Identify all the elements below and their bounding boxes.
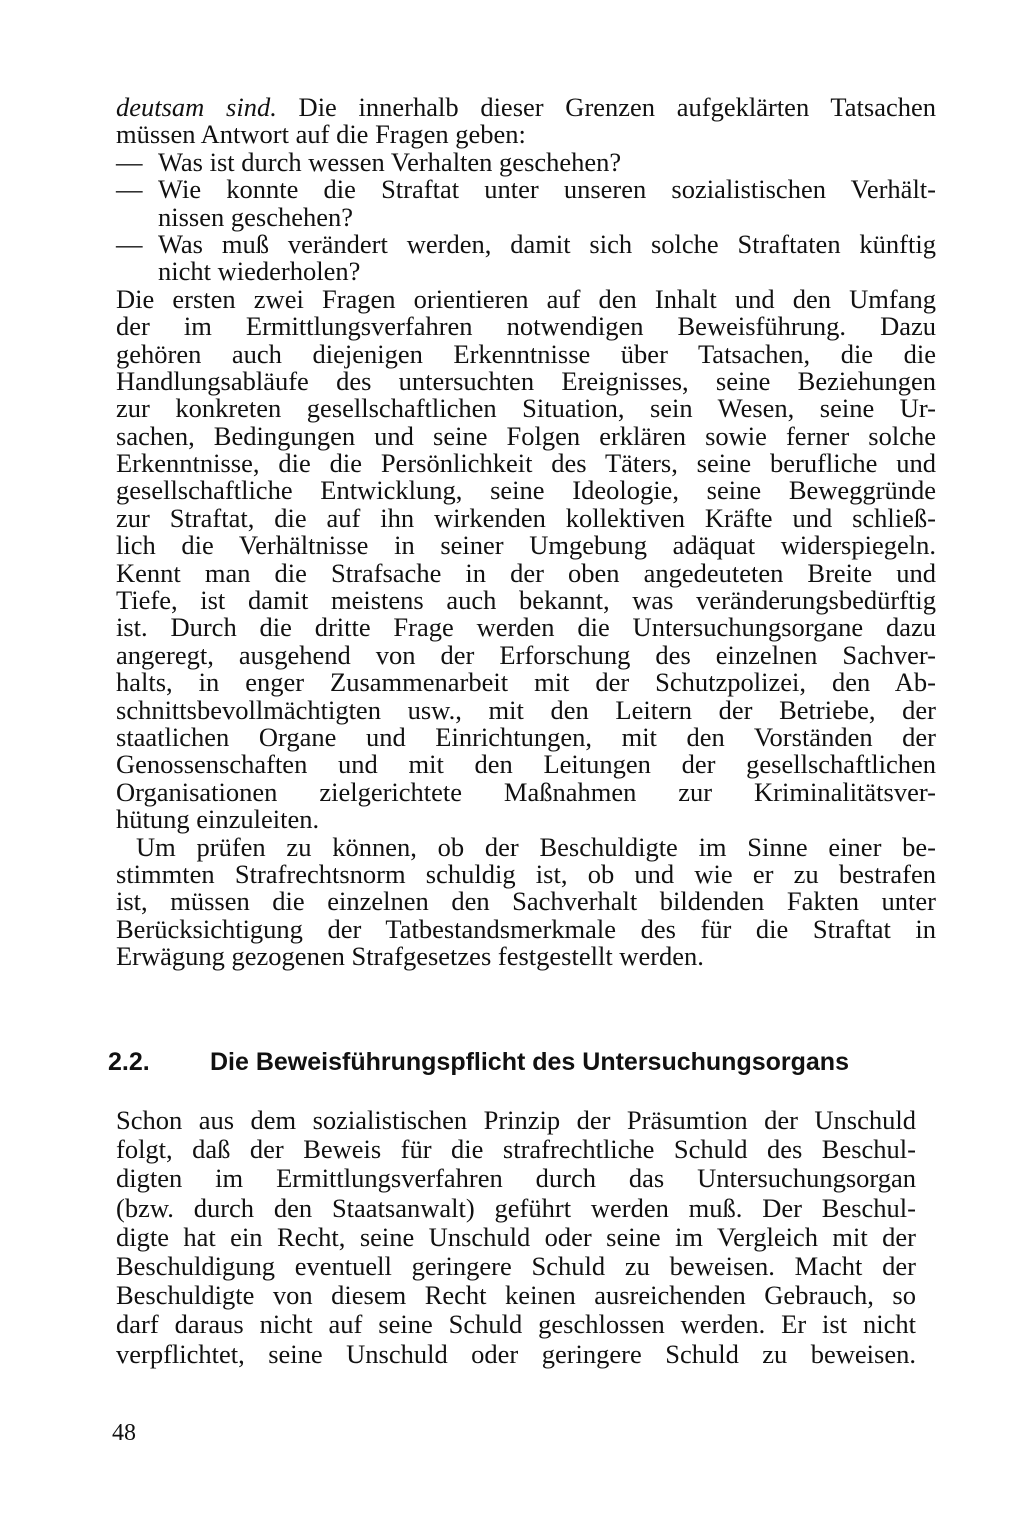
text-line: Beschuldigte von diesem Recht keinen ausreichenden Gebrauch, so	[116, 1280, 916, 1311]
text-line: gesellschaftliche Entwicklung, seine Ideologie, seine Beweggründe	[116, 475, 936, 506]
page-body	[116, 94, 936, 971]
text-line: schnittsbevollmächtigten usw., mit den Leitern der Betriebe, der	[116, 694, 936, 725]
question-item	[116, 146, 936, 177]
text-line: Um prüfen zu können, ob der Beschuldigte im Sinne einer be-	[136, 831, 936, 862]
question-continuation: nicht wiederholen?	[158, 256, 361, 287]
section-paragraph	[116, 1106, 916, 1369]
text-line: Berücksichtigung der Tatbestandsmerkmale des für die Straftat in	[116, 913, 936, 944]
paragraph-1	[116, 283, 936, 835]
text-line: gehören auch diejenigen Erkenntnisse über Tatsachen, die die	[116, 338, 936, 369]
question-continuation: nissen geschehen?	[158, 201, 353, 232]
text-line: digten im Ermittlungsverfahren durch das Untersuchungsorgan	[116, 1163, 916, 1194]
text-line: ist, müssen die einzelnen den Sachverhalt bildenden Fakten unter	[116, 886, 936, 917]
text-line: hütung einzuleiten.	[116, 804, 320, 835]
section-number: 2.2.	[108, 1048, 150, 1076]
text-line: Erwägung gezogenen Strafgesetzes festgestellt werden.	[116, 941, 704, 972]
question-item	[116, 176, 936, 203]
text-line: müssen Antwort auf die Fragen geben:	[116, 119, 526, 150]
text-line: Kennt man die Strafsache in der oben angedeuteten Breite und	[116, 557, 936, 588]
text-line: angeregt, ausgehend von der Erforschung des einzelnen Sachver-	[116, 639, 936, 670]
question-text: Was ist durch wessen Verhalten geschehen?	[158, 146, 622, 177]
question-text: Was muß verändert werden, damit sich solche Straftaten künftig	[158, 228, 936, 259]
text-line: Handlungsabläufe des untersuchten Ereignisses, seine Beziehungen	[116, 365, 936, 396]
question-text: Wie konnte die Straftat unter unseren sozialistischen Verhält-	[158, 174, 936, 205]
text-line: staatlichen Organe und Einrichtungen, mit den Vorständen der	[116, 721, 936, 752]
page-number: 48	[112, 1420, 136, 1446]
text-line: sachen, Bedingungen und seine Folgen erklären sowie ferner solche	[116, 420, 936, 451]
dash-bullet: —	[116, 146, 143, 177]
dash-bullet: —	[116, 174, 143, 205]
question-item	[116, 228, 936, 259]
text-line: Beschuldigung eventuell geringere Schuld zu beweisen. Macht der	[116, 1250, 916, 1281]
text-line: Tiefe, ist damit meistens auch bekannt, was veränderungsbedürftig	[116, 585, 936, 616]
text-line: darf daraus nicht auf seine Schuld geschlossen werden. Er ist nicht	[116, 1309, 916, 1340]
text-line: Genossenschaften und mit den Leitungen der gesellschaftlichen	[116, 749, 936, 780]
text-line: halts, in enger Zusammenarbeit mit der Schutzpolizei, den Ab-	[116, 667, 936, 698]
text-line: Organisationen zielgerichtete Maßnahmen zur Kriminalitätsver-	[116, 776, 936, 807]
section-heading	[108, 1048, 888, 1077]
text-line: ist. Durch die dritte Frage werden die Untersuchungsorgane dazu	[116, 612, 936, 643]
text-line: (bzw. durch den Staatsanwalt) geführt werden muß. Der Beschul-	[116, 1192, 916, 1223]
text-line: Schon aus dem sozialistischen Prinzip der Präsumtion der Unschuld	[116, 1105, 916, 1135]
text-line: der im Ermittlungsverfahren notwendigen Beweisführung. Dazu	[116, 311, 936, 342]
line-rest: Die innerhalb dieser Grenzen aufgeklärten Tatsachen	[276, 92, 936, 122]
italic-phrase: deutsam sind.	[116, 92, 277, 122]
text-line: lich die Verhältnisse in seiner Umgebung adäquat widerspiegeln.	[116, 530, 936, 561]
text-line: Erkenntnisse, die die Persönlichkeit des Täters, seine berufliche und	[116, 448, 936, 479]
text-line: zur Straftat, die auf ihn wirkenden kollektiven Kräfte und schließ-	[116, 502, 936, 533]
text-line	[116, 94, 936, 121]
text-line: digte hat ein Recht, seine Unschuld oder seine im Vergleich mit der	[116, 1221, 916, 1252]
text-line: zur konkreten gesellschaftlichen Situation, sein Wesen, seine Ur-	[116, 393, 936, 424]
text-line: stimmten Strafrechtsnorm schuldig ist, ob und wie er zu bestrafen	[116, 858, 936, 889]
text-line: Die ersten zwei Fragen orientieren auf den Inhalt und den Umfang	[116, 283, 936, 314]
text-line: folgt, daß der Beweis für die strafrechtliche Schuld des Beschul-	[116, 1134, 916, 1165]
paragraph-2	[116, 831, 936, 972]
text-line: verpflichtet, seine Unschuld oder geringere Schuld zu beweisen.	[116, 1338, 916, 1369]
section-title: Die Beweisführungspflicht des Untersuchungsorgans	[210, 1048, 849, 1076]
dash-bullet: —	[116, 228, 143, 259]
